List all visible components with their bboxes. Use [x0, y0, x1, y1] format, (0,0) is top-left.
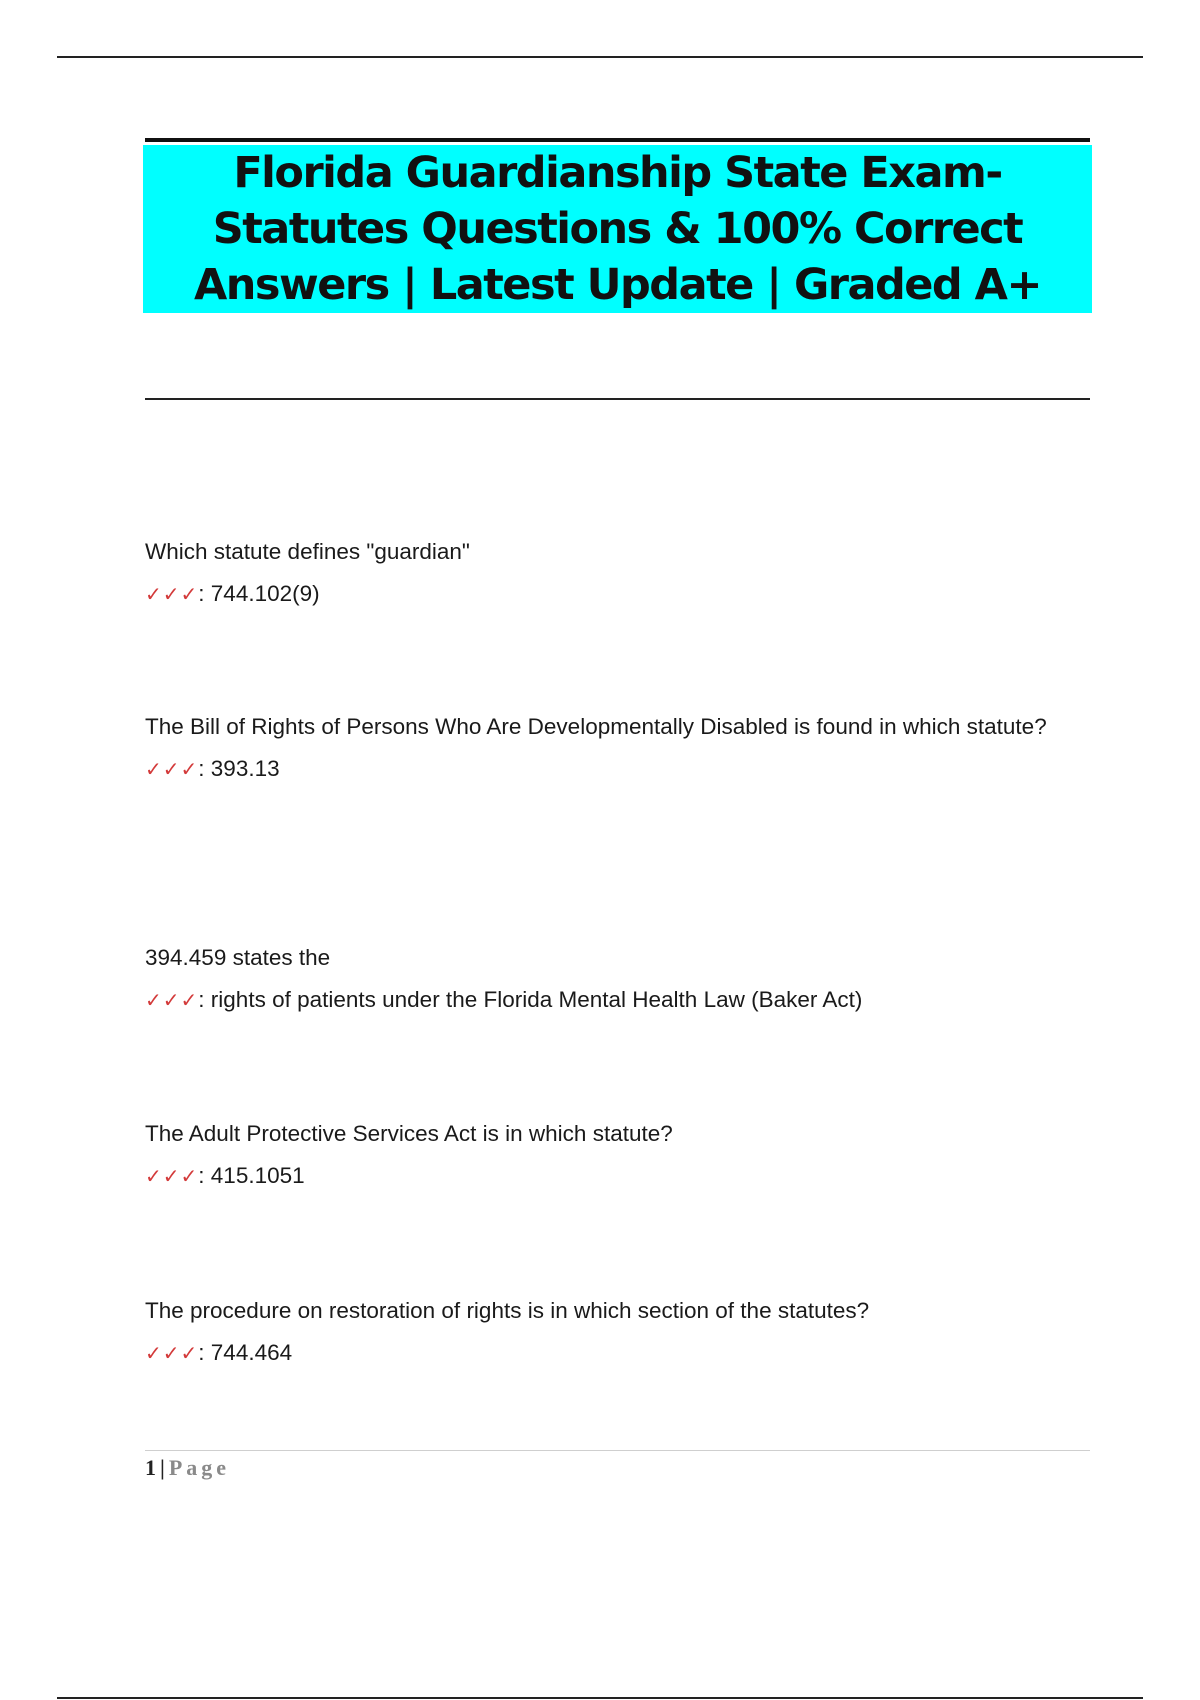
title-banner [143, 145, 1092, 313]
footer-separator: | [160, 1455, 165, 1480]
checkmark-icon: ✓✓✓ [145, 988, 199, 1012]
checkmark-icon: ✓✓✓ [145, 1164, 199, 1188]
page-top-rule [57, 56, 1143, 58]
answer-text: 744.464 [210, 1340, 293, 1365]
answer-separator: : [198, 1340, 211, 1365]
checkmark-icon: ✓✓✓ [145, 757, 199, 781]
answer-separator: : [198, 581, 211, 606]
answer-line [145, 754, 1065, 784]
question-text: The Adult Protective Services Act is in which statute? [145, 1121, 673, 1146]
answer-separator: : [198, 756, 211, 781]
question-text: 394.459 states the [145, 945, 331, 970]
checkmark-icon: ✓✓✓ [145, 1341, 199, 1365]
checkmark-icon: ✓✓✓ [145, 582, 199, 606]
answer-line [145, 1338, 1065, 1368]
question-text: The Bill of Rights of Persons Who Are Developmentally Disabled is found in which statute? [145, 714, 1047, 739]
page-footer [145, 1455, 230, 1481]
answer-separator: : [198, 987, 211, 1012]
title-bottom-rule [145, 398, 1090, 400]
answer-line [145, 1161, 1065, 1191]
qa-item-1 [145, 524, 1065, 609]
qa-item-5 [145, 1283, 1065, 1368]
title-top-rule [145, 138, 1090, 142]
footer-rule [145, 1450, 1090, 1451]
answer-text: 744.102(9) [210, 581, 320, 606]
qa-item-2 [145, 699, 1065, 784]
answer-line [145, 579, 1065, 609]
answer-text: 415.1051 [210, 1163, 305, 1188]
answer-text: rights of patients under the Florida Mental Health Law (Baker Act) [210, 987, 863, 1012]
question-text: The procedure on restoration of rights is in which section of the statutes? [145, 1298, 870, 1323]
qa-item-3 [145, 930, 1065, 1015]
answer-text: 393.13 [210, 756, 280, 781]
page-label: Page [168, 1455, 231, 1480]
document-title: Florida Guardianship State Exam-Statutes Questions & 100% Correct Answers | Latest Update | Graded A+ [194, 148, 1041, 310]
qa-item-4 [145, 1106, 1065, 1191]
answer-separator: : [198, 1163, 211, 1188]
page-bottom-rule [57, 1697, 1143, 1699]
question-text: Which statute defines "guardian" [145, 539, 470, 564]
answer-line [145, 985, 1065, 1015]
page-number: 1 [145, 1455, 156, 1480]
